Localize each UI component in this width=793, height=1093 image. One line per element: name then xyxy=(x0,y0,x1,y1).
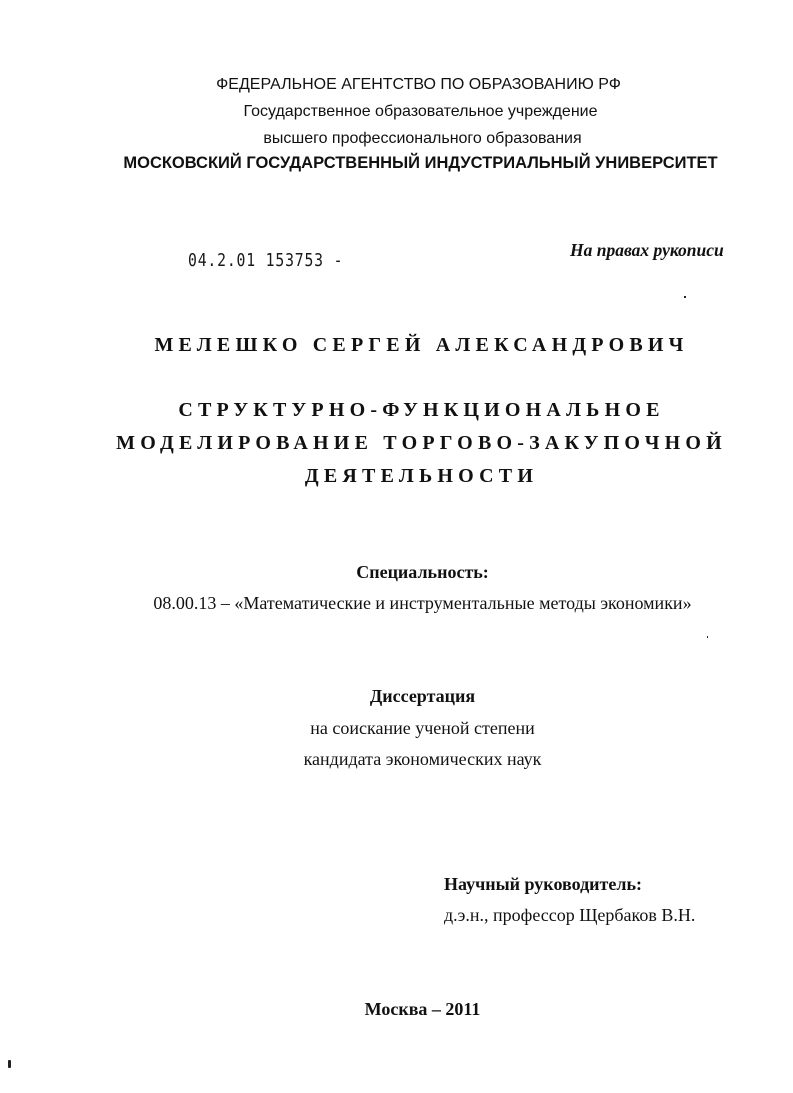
advisor-label: Научный руководитель: xyxy=(444,874,642,894)
dissertation-title-line: ДЕЯТЕЛЬНОСТИ xyxy=(304,465,539,487)
thesis-label: Диссертация xyxy=(369,686,476,706)
institution-type: Государственное образовательное учреждение xyxy=(243,103,598,120)
specialty-label: Специальность: xyxy=(356,562,489,582)
scan-speck xyxy=(8,1060,11,1068)
author-name: МЕЛЕШКО СЕРГЕЙ АЛЕКСАНДРОВИЧ xyxy=(154,334,689,356)
scan-speck xyxy=(684,296,686,298)
agency-heading: ФЕДЕРАЛЬНОЕ АГЕНТСТВО ПО ОБРАЗОВАНИЮ РФ xyxy=(216,76,621,93)
specialty-value: 08.00.13 – «Математические и инструментальные методы экономики» xyxy=(153,593,692,613)
university-name: МОСКОВСКИЙ ГОСУДАРСТВЕННЫЙ ИНДУСТРИАЛЬНЫЙ УНИВЕРСИТЕТ xyxy=(123,154,718,172)
city-year: Москва – 2011 xyxy=(364,999,481,1019)
advisor-value: д.э.н., профессор Щербаков В.Н. xyxy=(444,905,696,925)
manuscript-note: На правах рукописи xyxy=(570,240,724,260)
thesis-degree-line: кандидата экономических наук xyxy=(303,749,542,769)
dissertation-title-line: СТРУКТУРНО-ФУНКЦИОНАЛЬНОЕ xyxy=(178,399,665,421)
thesis-degree-line: на соискание ученой степени xyxy=(310,718,535,738)
scan-speck xyxy=(707,636,708,638)
education-level: высшего профессионального образования xyxy=(263,130,582,147)
inventory-number-stamp: 04.2.01 153753 - xyxy=(188,250,344,271)
dissertation-title-line: МОДЕЛИРОВАНИЕ ТОРГОВО-ЗАКУПОЧНОЙ xyxy=(116,432,727,454)
